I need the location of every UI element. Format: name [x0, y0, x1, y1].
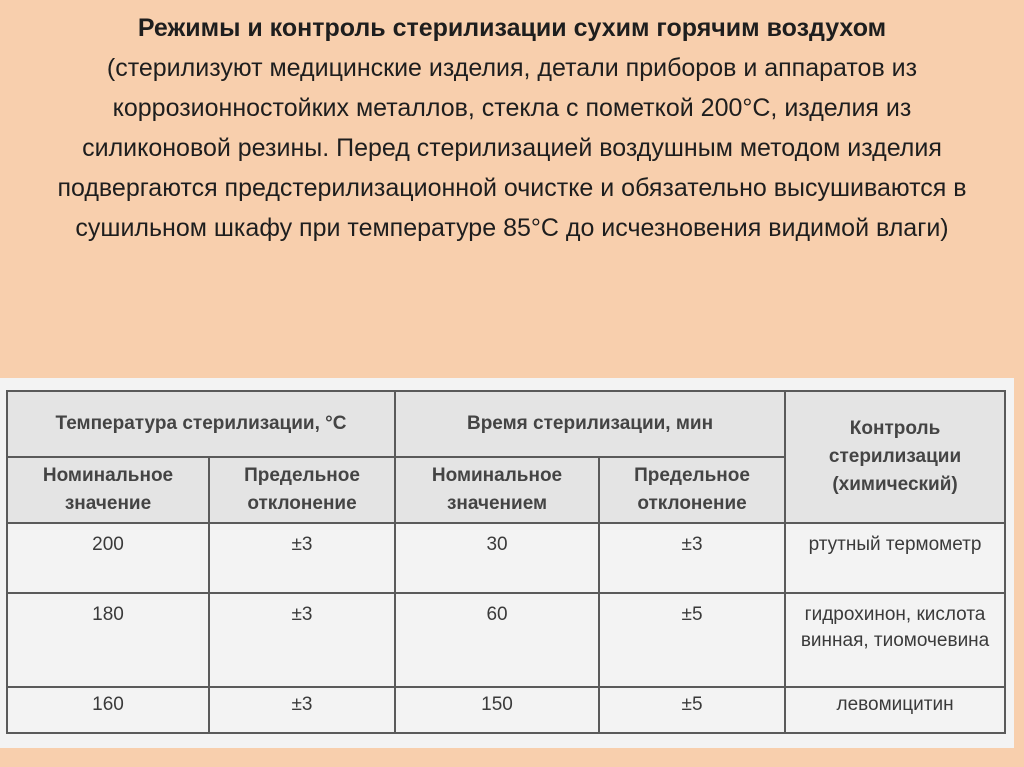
- header-temperature: Температура стерилизации, °С: [7, 391, 395, 457]
- cell-temp-deviation: ±3: [209, 687, 395, 733]
- page-description: (стерилизуют медицинские изделия, детали приборов и аппаратов из коррозионностойких металлов, стекла с пометкой 200°С, изделия из силиконовой резины. Перед стерилизацией воздушным методом изделия подвергаются предстерилизационной очистке и обязательно высушиваются в сушильном шкафу при температуре 85°С до исчезновения видимой влаги): [57, 54, 967, 242]
- cell-control: левомицитин: [785, 687, 1005, 733]
- cell-temp-nominal: 160: [7, 687, 209, 733]
- cell-temp-deviation: ±3: [209, 523, 395, 593]
- cell-time-deviation: ±5: [599, 687, 785, 733]
- header-temp-deviation: Предельное отклонение: [209, 457, 395, 523]
- cell-time-deviation: ±5: [599, 593, 785, 687]
- header-time-nominal: Номинальное значением: [395, 457, 599, 523]
- table-row: [7, 593, 1005, 687]
- page-title: Режимы и контроль стерилизации сухим горячим воздухом: [137, 14, 887, 42]
- header-time: Время стерилизации, мин: [395, 391, 785, 457]
- cell-temp-deviation: ±3: [209, 593, 395, 687]
- cell-temp-nominal: 180: [7, 593, 209, 687]
- header-time-deviation: Предельное отклонение: [599, 457, 785, 523]
- cell-time-nominal: 150: [395, 687, 599, 733]
- table-row: [7, 523, 1005, 593]
- cell-time-deviation: ±3: [599, 523, 785, 593]
- sterilization-table: [6, 390, 1006, 734]
- header-control: Контроль стерилизации (химический): [785, 391, 1005, 523]
- heading: [40, 8, 984, 248]
- cell-control: гидрохинон, кислота винная, тиомочевина: [785, 593, 1005, 687]
- cell-control: ртутный термометр: [785, 523, 1005, 593]
- header-temp-nominal: Номинальное значение: [7, 457, 209, 523]
- cell-time-nominal: 30: [395, 523, 599, 593]
- cell-temp-nominal: 200: [7, 523, 209, 593]
- cell-time-nominal: 60: [395, 593, 599, 687]
- table-row: [7, 687, 1005, 733]
- table-sheet: [0, 378, 1014, 748]
